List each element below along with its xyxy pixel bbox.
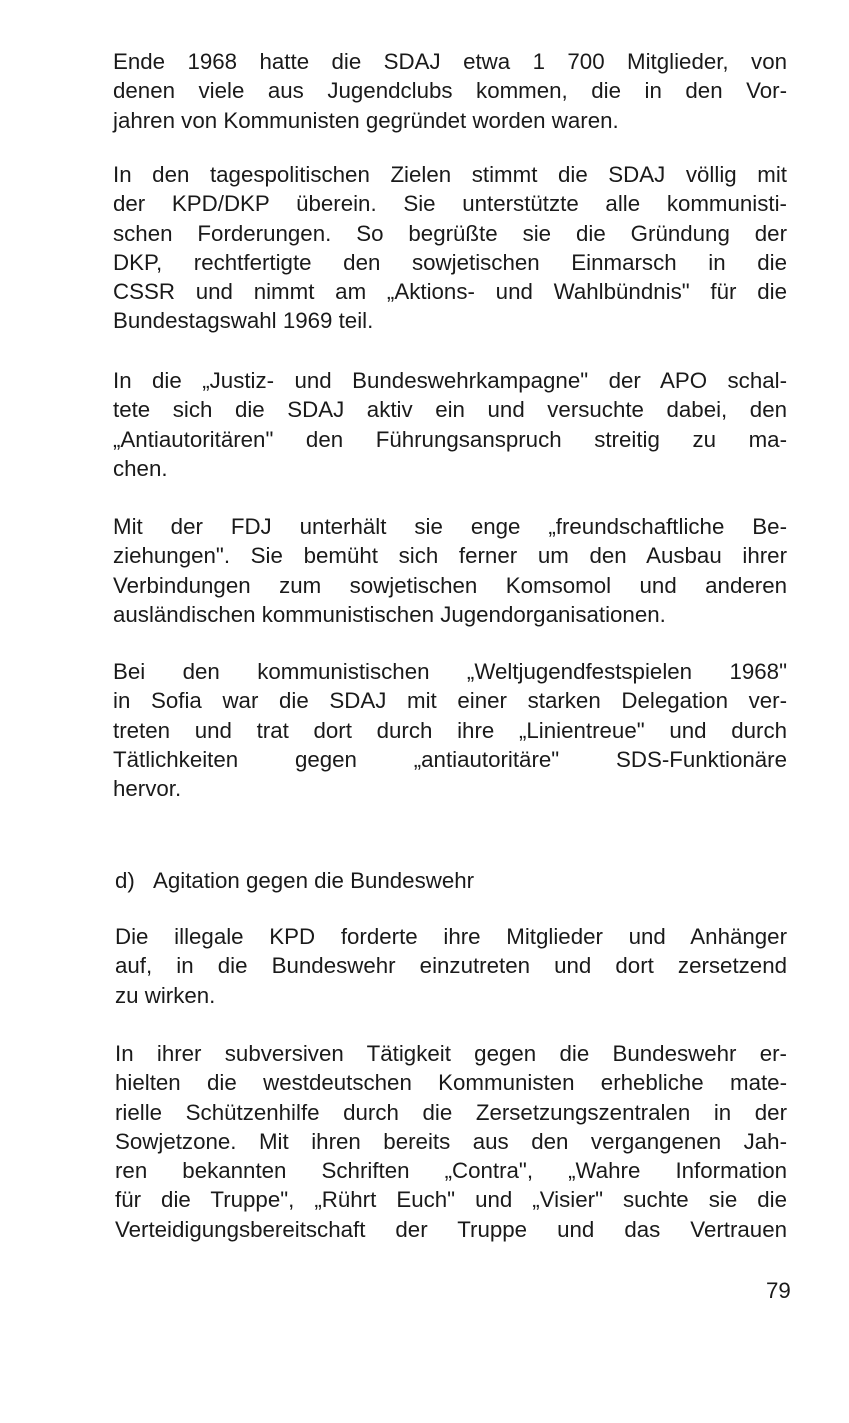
text-line: ziehungen". Sie bemüht sich ferner um den Ausbau ihrer <box>113 543 787 569</box>
paragraph-sdaj-membership <box>113 47 787 135</box>
paragraph-illegal-kpd <box>115 922 787 1010</box>
text-line: Die illegale KPD forderte ihre Mitglieder und Anhänger <box>115 924 787 949</box>
section-heading-marker: d) <box>115 868 135 893</box>
text-line: In die „Justiz- und Bundeswehrkampagne" der APO schal- <box>113 368 787 393</box>
text-line: Bei den kommunistischen „Weltjugendfestspielen 1968" <box>113 659 787 684</box>
text-line: „Antiautoritären" den Führungsanspruch streitig zu ma- <box>113 426 787 452</box>
paragraph-apo-campaign <box>113 366 787 483</box>
text-line: CSSR und nimmt am „Aktions- und Wahlbündnis" für die <box>113 279 787 305</box>
text-line: für die Truppe", „Rührt Euch" und „Visier" suchte sie die <box>115 1187 787 1213</box>
text-line: chen. <box>113 455 168 481</box>
text-line: tete sich die SDAJ aktiv ein und versuchte dabei, den <box>113 397 787 423</box>
paragraph-fdj-relations <box>113 512 787 629</box>
section-heading-title: Agitation gegen die Bundeswehr <box>153 868 475 893</box>
text-line: hervor. <box>113 776 182 802</box>
paragraph-political-goals <box>113 160 787 336</box>
text-line: Ende 1968 hatte die SDAJ etwa 1 700 Mitglieder, von <box>113 49 787 74</box>
text-line: auf, in die Bundeswehr einzutreten und dort zersetzend <box>115 953 787 979</box>
text-line: Bundestagswahl 1969 teil. <box>113 308 374 334</box>
text-line: DKP, rechtfertigte den sowjetischen Einmarsch in die <box>113 249 787 275</box>
text-line: schen Forderungen. So begrüßte sie die Gründung der <box>113 220 787 246</box>
text-line: zu wirken. <box>115 982 216 1008</box>
text-line: denen viele aus Jugendclubs kommen, die in den Vor- <box>113 78 787 104</box>
text-line: rielle Schützenhilfe durch die Zersetzungszentralen in der <box>115 1099 787 1125</box>
text-line: In den tagespolitischen Zielen stimmt die SDAJ völlig mit <box>113 162 787 187</box>
text-line: Mit der FDJ unterhält sie enge „freundschaftliche Be- <box>113 514 787 539</box>
text-line: ausländischen kommunistischen Jugendorganisationen. <box>113 601 666 627</box>
text-line: hielten die westdeutschen Kommunisten erhebliche mate- <box>115 1070 787 1096</box>
text-line: Tätlichkeiten gegen „antiautoritäre" SDS-Funktionäre <box>113 746 787 772</box>
text-line: jahren von Kommunisten gegründet worden waren. <box>113 107 619 133</box>
section-heading <box>115 866 474 895</box>
paragraph-sofia-festival <box>113 657 787 803</box>
text-line: Verteidigungsbereitschaft der Truppe und das Vertrauen <box>115 1216 787 1242</box>
page-number: 79 <box>766 1278 791 1303</box>
text-line: in Sofia war die SDAJ mit einer starken Delegation ver- <box>113 688 787 714</box>
paragraph-subversive-activity <box>115 1039 787 1244</box>
text-line: ren bekannten Schriften „Contra", „Wahre Information <box>115 1158 787 1184</box>
text-line: treten und trat dort durch ihre „Linientreue" und durch <box>113 717 787 743</box>
text-line: Sowjetzone. Mit ihren bereits aus den vergangenen Jah- <box>115 1128 787 1154</box>
text-line: Verbindungen zum sowjetischen Komsomol und anderen <box>113 572 787 598</box>
text-line: In ihrer subversiven Tätigkeit gegen die Bundeswehr er- <box>115 1041 787 1066</box>
text-line: der KPD/DKP überein. Sie unterstützte alle kommunisti- <box>113 191 787 217</box>
